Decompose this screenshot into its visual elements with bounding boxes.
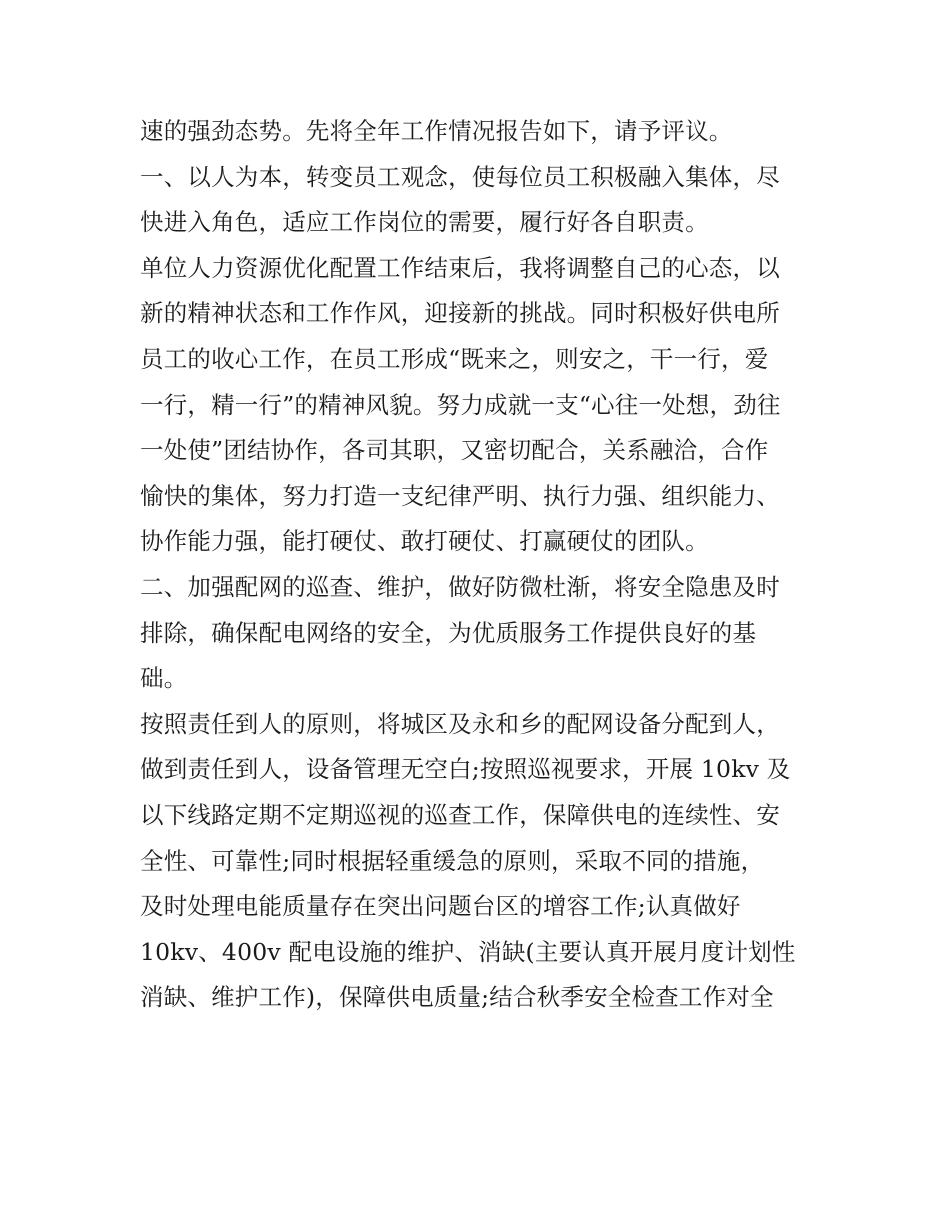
document-body — [140, 109, 830, 1021]
text-line: 单位人力资源优化配置工作结束后，我将调整自己的心态，以 — [140, 253, 780, 282]
text-line: 员工的收心工作，在员工形成“既来之，则安之，干一行，爱 — [140, 344, 769, 373]
text-line: 排除，确保配电网络的安全，为优质服务工作提供良好的基 — [140, 618, 757, 647]
text-line: 速的强劲态势。先将全年工作情况报告如下，请予评议。 — [140, 117, 733, 145]
text-line: 愉快的集体，努力打造一支纪律严明、执行力强、组织能力、 — [140, 481, 780, 510]
text-line: 全性、可靠性;同时根据轻重缓急的原则，采取不同的措施， — [140, 846, 765, 875]
text-line: 协作能力强，能打硬仗、敢打硬仗、打赢硬仗的团队。 — [140, 527, 709, 556]
text-line: 础。 — [140, 664, 188, 693]
text-line: 新的精神状态和工作作风，迎接新的挑战。同时积极好供电所 — [140, 299, 780, 328]
text-line: 10kv、400v 配电设施的维护、消缺(主要认真开展月度计划性 — [140, 937, 796, 966]
text-line: 快进入角色，适应工作岗位的需要，履行好各自职责。 — [140, 208, 709, 237]
section-heading-2: 二、加强配网的巡查、维护，做好防微杜渐，将安全隐患及时 — [140, 572, 780, 601]
text-line: 以下线路定期不定期巡视的巡查工作，保障供电的连续性、安 — [140, 800, 780, 829]
text-line: 一处使”团结协作，各司其职，又密切配合，关系融洽，合作 — [140, 436, 769, 465]
text-line: 按照责任到人的原则，将城区及永和乡的配网设备分配到人， — [140, 709, 780, 738]
text-line: 一行，精一行”的精神风貌。努力成就一支“心往一处想，劲往 — [140, 390, 781, 419]
text-line: 消缺、维护工作)，保障供电质量;结合秋季安全检查工作对全 — [140, 983, 774, 1012]
section-heading-1: 一、以人为本，转变员工观念，使每位员工积极融入集体，尽 — [140, 162, 780, 191]
text-line: 及时处理电能质量存在突出问题台区的增容工作;认真做好 — [140, 892, 741, 921]
text-line: 做到责任到人，设备管理无空白;按照巡视要求，开展 10kv 及 — [140, 755, 791, 784]
